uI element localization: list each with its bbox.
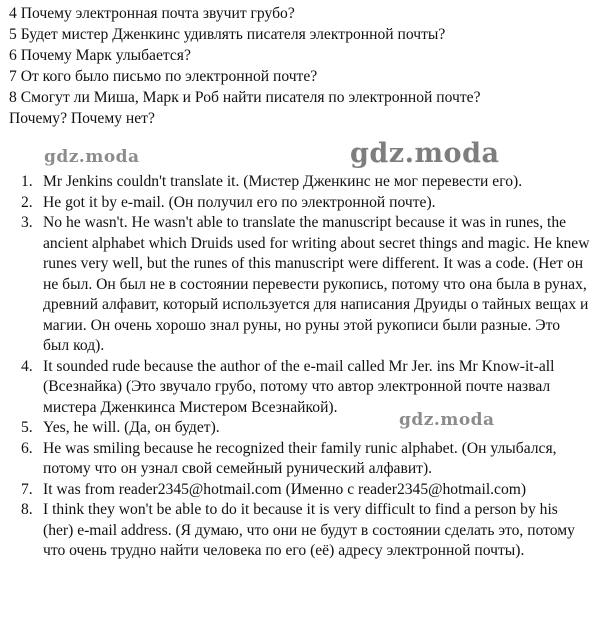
answer-item [0, 357, 602, 419]
question-line: 6 Почему Марк улыбается? [9, 47, 191, 64]
answer-number: 6. [21, 439, 33, 457]
watermark: gdz.moda [350, 138, 500, 169]
question-line: 4 Почему электронная почта звучит грубо? [9, 5, 295, 22]
answer-number: 4. [21, 357, 33, 375]
answer-number: 1. [21, 173, 33, 190]
answer-number: 8. [21, 501, 33, 518]
answers-list [0, 172, 602, 562]
answer-text: It was from reader2345@hotmail.com (Именно с reader2345@hotmail.com) [43, 480, 527, 498]
answer-item [0, 193, 602, 214]
answer-number: 7. [21, 480, 33, 498]
question-line: Почему? Почему нет? [9, 110, 155, 127]
watermark: gdz.moda [44, 147, 140, 167]
answer-text: No he wasn't. He wasn't able to translate the manuscript because it was in runes, the ancient alphabet which Druids used for writing about secret things and magic. He knew runes very well, but the runes of this manuscript were different. It was a code. (Нет он не был. Он был не в состоянии перевести рукопись, потому что она была в рунах, древний алфавит, который используется для написания Друиды о тайных вещах и магии. Он очень хорошо знал руны, но руны этой рукописи были разные. Это был код). [43, 214, 590, 354]
answer-number: 3. [21, 214, 33, 231]
answer-text: It sounded rude because the author of the e-mail called Mr Jer. ins Mr Know-it-all (Всезнайка) (Это звучало грубо, потому что автор электронной почте назвал мистера Дженкинса Мистером Всезнайкой). [43, 357, 555, 416]
answer-text: Yes, he will. (Да, он будет). [43, 419, 220, 436]
watermark: gdz.moda [399, 410, 495, 430]
answer-text: He was smiling because he recognized their family runic alphabet. (Он улыбался, потому что он узнал свой семейный рунический алфавит). [43, 439, 557, 477]
answer-text: He got it by e-mail. (Он получил его по электронной почте). [43, 193, 436, 211]
answer-item [0, 172, 602, 193]
answer-number: 2. [21, 193, 33, 211]
questions-block [9, 3, 599, 129]
answer-item [0, 213, 602, 357]
answer-text: I think they won't be able to do it because it is very difficult to find a person by his (her) e-mail address. (Я думаю, что они не будут в состоянии сделать это, потому что очень трудно найти человека по его (её) адресу электронной почты). [43, 501, 575, 559]
question-line: 5 Будет мистер Дженкинс удивлять писателя электронной почты? [9, 26, 446, 43]
question-line: 8 Смогут ли Миша, Марк и Роб найти писателя по электронной почте? [9, 89, 481, 106]
answer-item [0, 480, 602, 501]
answer-item [0, 418, 602, 439]
answer-text: Mr Jenkins couldn't translate it. (Мистер Дженкинс не мог перевести его). [43, 173, 523, 190]
answer-number: 5. [21, 419, 33, 436]
answer-item [0, 500, 602, 562]
question-line: 7 От кого было письмо по электронной почте? [9, 68, 318, 85]
answer-item [0, 439, 602, 480]
